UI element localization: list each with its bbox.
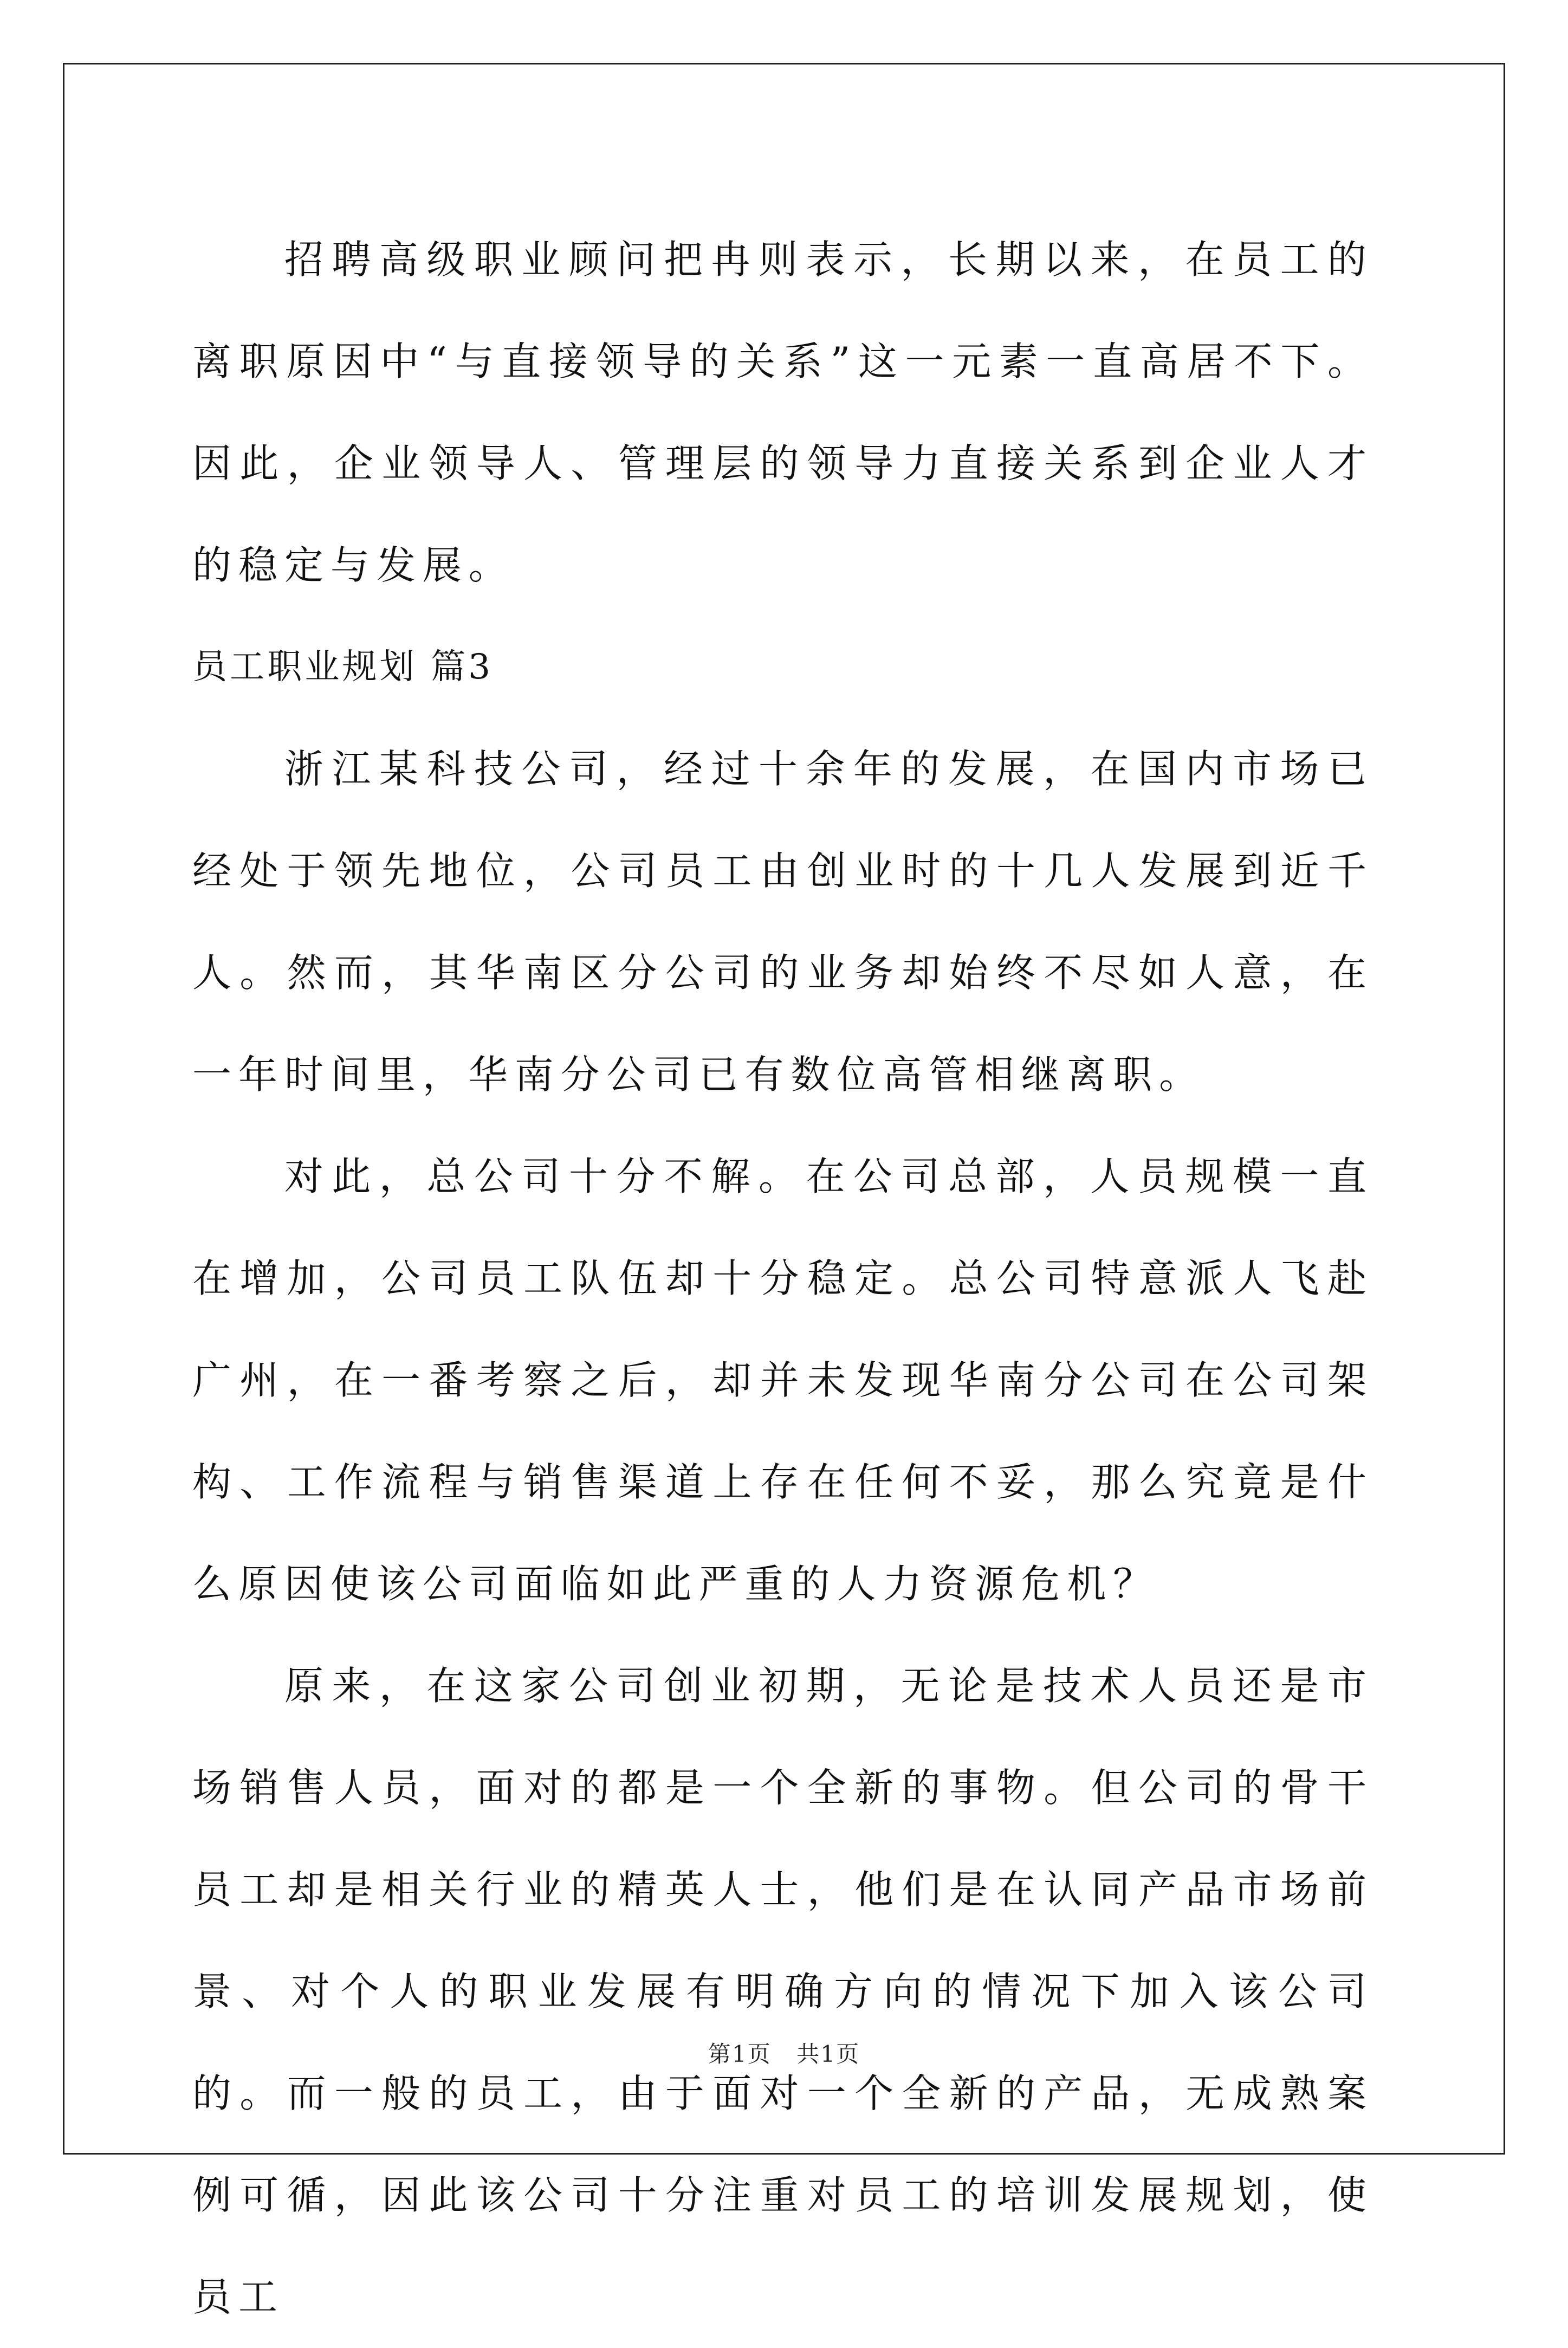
- paragraph-headquarters-investigation: 对此，总公司十分不解。在公司总部，人员规模一直在增加，公司员工队伍却十分稳定。总公司特意派人飞赴广州，在一番考察之后，却并未发现华南分公司在公司架构、工作流程与销售渠道上存在任何不妥，那么究竟是什么原因使该公司面临如此严重的人力资源危机？: [192, 1154, 1373, 1607]
- footer-spacer: [772, 2041, 796, 2067]
- page-total: 共1页: [796, 2041, 860, 2067]
- paragraph-leadership: 招聘高级职业顾问把冉则表示，长期以来，在员工的离职原因中“与直接领导的关系”这一元素一直高居不下。因此，企业领导人、管理层的领导力直接关系到企业人才的稳定与发展。: [192, 237, 1373, 588]
- document-body: [192, 209, 1373, 2348]
- paragraph-company-background: 浙江某科技公司，经过十余年的发展，在国内市场已经处于领先地位，公司员工由创业时的十几人发展到近千人。然而，其华南区分公司的业务却始终不尽如人意，在一年时间里，华南分公司已有数位高管相继离职。: [192, 746, 1373, 1097]
- page-footer: [0, 2036, 1568, 2069]
- page-number: 第1页: [708, 2041, 772, 2067]
- section-heading: 员工职业规划 篇3: [192, 647, 494, 687]
- paragraph-early-stage: 原来，在这家公司创业初期，无论是技术人员还是市场销售人员，面对的都是一个全新的事物。但公司的骨干员工却是相关行业的精英人士，他们是在认同产品市场前景、对个人的职业发展有明确方向的情况下加入该公司的。而一般的员工，由于面对一个全新的产品，无成熟案例可循，因此该公司十分注重对员工的培训发展规划，使员工: [192, 1663, 1373, 2320]
